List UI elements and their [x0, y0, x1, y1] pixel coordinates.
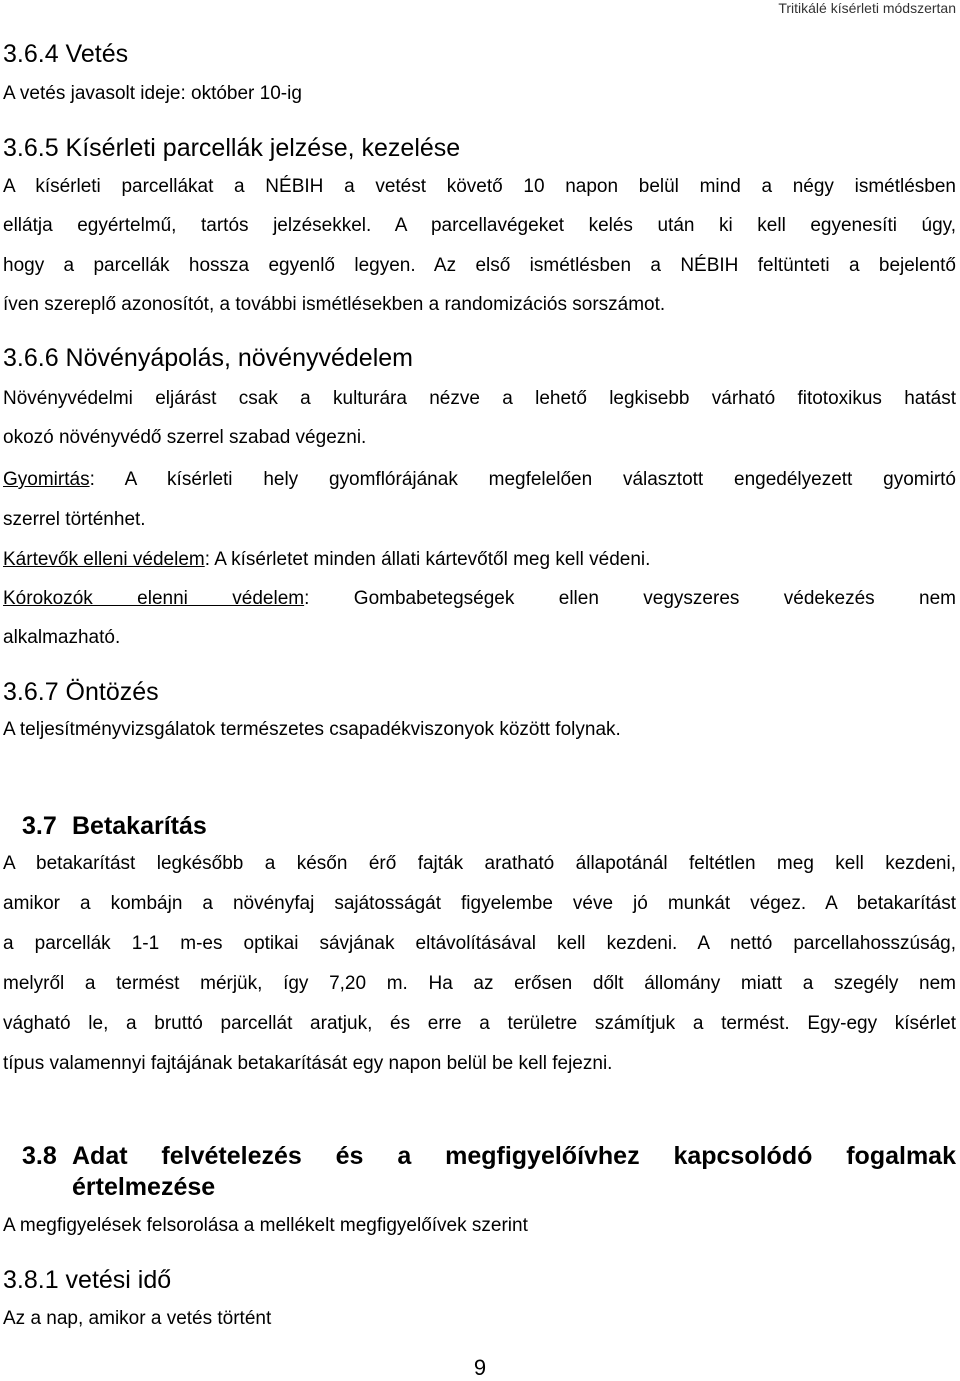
- weed-control-line: [3, 467, 956, 493]
- weed-control-label: Gyomirtás: [3, 469, 90, 490]
- page-number: 9: [473, 1355, 487, 1380]
- section-heading-3-6-7: 3.6.7 Öntözés: [3, 678, 159, 706]
- paragraph-line: ellátja egyértelmű, tartós jelzésekkel. A parcellavégeket kelés után ki kell egyenesíti úgy,: [3, 215, 956, 236]
- section-heading-3-6-4: 3.6.4 Vetés: [3, 40, 129, 68]
- chapter-title-3-8: Adat felvételezés és a megfigyelőívhez kapcsolódó fogalmak: [72, 1142, 956, 1170]
- chapter-title-3-7: Betakarítás: [72, 812, 207, 840]
- disease-control-line: [3, 586, 956, 612]
- pest-control-label: Kártevők elleni védelem: [3, 549, 205, 570]
- paragraph-line: Növényvédelmi eljárást csak a kulturára nézve a lehető legkisebb várható fitotoxikus hatást: [3, 388, 956, 409]
- paragraph-line: vágható le, a bruttó parcellát aratjuk, és erre a területre számítjuk a termést. Egy-egy kísérlet: [3, 1013, 956, 1034]
- chapter-title-3-8-cont: értelmezése: [72, 1173, 216, 1201]
- paragraph-line: alkalmazható.: [3, 627, 121, 648]
- paragraph-line: melyről a termést mérjük, így 7,20 m. Ha az erősen dőlt állomány miatt a szegély nem: [3, 973, 956, 994]
- weed-control-text: : A kísérleti hely gyomflórájának megfelelően választott engedélyezett gyomirtó: [89, 469, 956, 490]
- paragraph-line: amikor a kombájn a növényfaj sajátosságát figyelembe véve jó munkát végez. A betakarítást: [3, 893, 956, 914]
- chapter-number-3-7: 3.7: [22, 812, 57, 840]
- paragraph-line: A betakarítást legkésőbb a későn érő fajták aratható állapotánál feltétlen meg kell kezdeni,: [3, 853, 956, 874]
- section-heading-3-6-5: 3.6.5 Kísérleti parcellák jelzése, kezelése: [3, 134, 461, 162]
- paragraph-line: okozó növényvédő szerrel szabad végezni.: [3, 427, 367, 448]
- paragraph-line: szerrel történhet.: [3, 509, 146, 530]
- pest-control-text: : A kísérletet minden állati kártevőtől meg kell védeni.: [204, 549, 651, 570]
- paragraph-line: hogy a parcellák hossza egyenlő legyen. Az első ismétlésben a NÉBIH feltünteti a bejelentő: [3, 255, 956, 276]
- disease-control-label: Kórokozók elenni védelem: [3, 588, 305, 609]
- paragraph-line: íven szereplő azonosítót, a további ismétlésekben a randomizációs sorszámot.: [3, 294, 666, 315]
- chapter-number-3-8: 3.8: [22, 1142, 57, 1170]
- paragraph-line: típus valamennyi fajtájának betakarítását egy napon belül be kell fejezni.: [3, 1053, 613, 1074]
- paragraph-3-6-7: A teljesítményvizsgálatok természetes csapadékviszonyok között folynak.: [3, 719, 621, 740]
- section-heading-3-8-1: 3.8.1 vetési idő: [3, 1266, 172, 1294]
- paragraph-3-6-4: A vetés javasolt ideje: október 10-ig: [3, 83, 302, 104]
- disease-control-text: : Gombabetegségek ellen vegyszeres védekezés nem: [304, 588, 956, 609]
- section-heading-3-6-6: 3.6.6 Növényápolás, növényvédelem: [3, 344, 413, 372]
- pest-control-line: [3, 547, 956, 573]
- paragraph-line: A kísérleti parcellákat a NÉBIH a vetést követő 10 napon belül mind a négy ismétlésben: [3, 176, 956, 197]
- paragraph-3-8-1: Az a nap, amikor a vetés történt: [3, 1308, 272, 1329]
- paragraph-line: a parcellák 1-1 m-es optikai sávjának eltávolításával kell kezdeni. A nettó parcellahosszúság,: [3, 933, 956, 954]
- running-header: Tritikálé kísérleti módszertan: [778, 0, 956, 16]
- paragraph-3-8: A megfigyelések felsorolása a mellékelt megfigyelőívek szerint: [3, 1215, 528, 1236]
